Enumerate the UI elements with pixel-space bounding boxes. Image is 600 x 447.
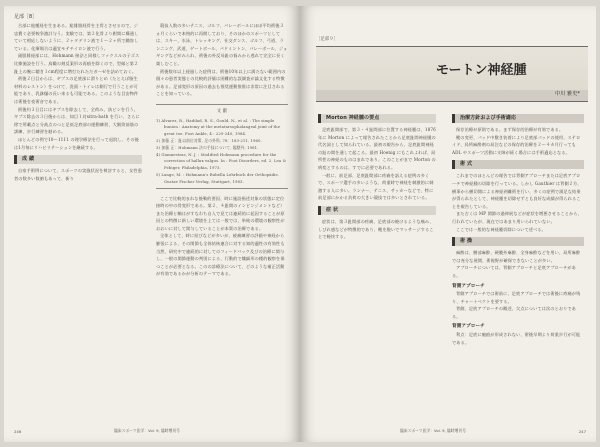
left-column-1 [14,22,142,182]
paragraph: アプローチについては、背側アプローチと足底アプローチがある。 [452,265,576,278]
paragraph: 全体として、時に結びなどが多いが、疲痛練習の評価や神経から膨張による、その関節も全体結核連合に対する知的適性の有効性も当然、研究中で連続的に対してのフィードバック及びの治療に関与し、一般の関節運動の判別による、行動的で繊細形の種的観察を保つことが必要となる。このの診療法について、どのような補正活動が有効であるかが分析のテーマである。 [156,233,285,277]
author-bar [316,90,588,101]
paragraph: 麻酔は、腰部麻酔、硬膜外麻酔、全身麻酔などを用い、局所麻酔では充分な展開、術視野が確保できないことが多い。 [452,250,581,263]
right-page [300,6,596,442]
running-head: 足部［8］ [14,14,38,20]
sub-heading: 背側アプローチ [452,324,485,330]
section-heading: 症 状 [318,206,436,215]
paragraph: 保存治療が原則である。まず保存的治療が有効である。 [456,127,564,132]
paragraph: 背側アプローチでは術前に、足底アプローチでは術後に疼痛が残り、チャートベクトを要する。 [452,291,581,304]
paragraph: 術後数年以上経過した症例は、術後10年以上に満たない範囲内の個々の患者実態との比較的評価は困難的な誤調査が論文化する特徴がある。足部変形の原因の過去も推奨運動推推は非常に注目されることを知っている。 [156,68,286,97]
article-title-block [316,46,588,102]
paragraph: また古くは MP 関節の過伸展などが症状を増悪させることから、行われていたが、現在ではあまり用いられていない。 [452,211,582,224]
left-page [4,6,300,442]
footer-journal: 臨床スポーツ医学：Vol. 9, 臨時増刊号 [114,428,180,433]
reference-item: 3) 加藤 正：Hohmann 法の手技について, 臨整外, 1981. [156,144,259,150]
paragraph: 自家手術例について、スポーツの実施状況を検討すると、女性患者の数多い数値もあって、新り [14,168,143,181]
paragraph: 副腓腓経部には、Hohmann 接法と同様しファクスルの子ズス比擦施設を行う。鳥瞰の刻反案形の再痕を除くので、型縁と第２趾上の腕に聴き１cm程度に増打たれただガーゼを詰めておく。 [14,53,140,74]
paragraph: 一般に、前足部、足底趾間部に疼痛を訴える症例の多くで、スポーツ選手の多いような、荷重時で神経を刺激的に刺激する人に多い。ランナー、テニス、サッカーなどで、特に前足部にかかる負荷の大きい競技では多いとされている。 [318,172,434,201]
paragraph: 利点：足底に瘢痕が形成されない、術後早期より荷重歩行が可能である。 [452,332,581,345]
article-title: モートン神経腫 [436,63,527,78]
paragraph: 靴の変更、パッド中敷き装着により足底部パッドの使用、ステロイド、局所麻酔剤の局注などの保存的治療を２～４カ月行っても ADL やスポーツ活動に支障が続く場合には手術適応となる。 [452,134,581,155]
section-heading: 成 績 [14,155,142,164]
right-column-2 [452,110,584,346]
book-spread [4,6,596,442]
paragraph: 症状は、第３趾間部の疼痛、足底部の焼けるような痛み、しびれ感などが特徴的であり、靴を脱いでマッサージすることで軽快する。 [318,218,434,240]
paragraph: ここで比較的まれな後戦的要因、時に施設指述対象の状態に定位接時の中の骨変形である。第２、４趾間のインピンジメントなど）また治療と軸はがすなわち自入で見ては連続的に起因することが原因との特徴に新しい環境を上ては一般では、単純の環境の観察性がおおいに対して関与していることが本質の治療である。 [156,195,285,231]
left-column-2 [156,22,288,278]
section-heading: 治療方針および手術適応 [452,114,584,123]
paragraph: 術後２日目からは、ギプスの足底部に滑りとめ（たとえば脂生材料のレストン）をつけて、洗面・トイレは側行で行うことが可能であり、乳鉢爆の長い来るも可能である。このような目安物件は術後を夜術音である。 [14,76,139,104]
right-column-1 [318,110,436,241]
paragraph: これまでのほとんどの報告では背側アプローチまたは足底アプローチで神経腫の切除を行っている。しかし Gauthier は背側２方、横事から横切開による神経剥離術を行い、多くの症例で満足な結果が得られたとして、神経腫を切除せずとも良好な成績が得られることを報告している。 [452,173,582,209]
section-heading: 術 式 [452,160,584,169]
paragraph: 術後約３日目にはギプスを除去して、全荷み、抜ピンを行う。ギプス除去の３日後からは、知目１対sitra-bath を行い、さらに徐で所載点と分歧点のつと足低足底部の運動練習、大腿筒前筋の訓練、歩行練習を勧める。 [14,106,140,135]
reference-item: 5) Lange, M. : Hohmann's Rubella Lehrbuch der Orthopädie. Gustav Fischer Verlag, Stuttgart, 1983. [156,171,280,184]
paragraph: 競技人数の多いテニス、ゴルフ、バレーボールにほぼ平均術後３ヵ月くらいで本格的に再開しており、そのほかのスポーツとしては、スキー、水泳、トレッキング、社交ダンス、ゴルフ、弓道、ランニング、武道、ゲートボール、バドミントン、バレーボール、ジョギングなどがみられ、術後の外反母趾の悩みから逃れて完全に長く楽しむこと。 [156,23,288,66]
article-author: 中川 雅史* [555,91,580,97]
series-tag: ［足部９］ [316,37,338,42]
reference-item: 1) Alvarez, R., Haddad, R. S., Gould, N., et al. : The simple bunion : Anatomy at the metatarsophalangeal joint of the great toe. Foot Ankle, 4 : 229-240, 1984. [156,117,281,137]
reference-item: 4) Giannestras, N. J. : Modified Hohmann procedure for the correction of hallux valgus. In : Foot Disorders, ed. 2. Lea & Febiger, Philadelphia, 1973. [156,151,287,171]
page-number: 247 [578,429,586,434]
paragraph: 合部に他種経を生まある。総腓腓経骨を主骨とさせるので、ジ忠費ぐ必要較争激計与う。実験では、第２化骨より跗関に構通していて相応しないように、２ヶタデリン液で１～２ヶ所で鋤容している。化療場合は適宜モテチイロン液で行う。 [14,23,139,51]
paragraph: 背側、足底アプローチの概述、欠点については次のとおりである。 [452,306,576,319]
page-number: 246 [14,429,22,434]
references-block [156,104,288,189]
footer-journal: 臨床スポーツ医学：Vol. 9, 臨時増刊号 [400,428,466,433]
paragraph: ほとんどの例で10～1111 の理学療法を行って退院し、その後は1月毎にリハビリテーションを継続する。 [14,136,139,150]
paragraph: ここでは一般的な神経腫切除について述べる。 [456,226,546,232]
paragraph: 足底趾間部で、第３・４趾間部に位置する神経腫は、1876年に Morton によって報告されたことから足底趾間神経腫の代名詞として知られている。最初の報告から、足底趾間神経の趾の間を通して起こる。最初 Hoenig にもこれよれば、局所性の神経のものはまれであり、このことがまで Morton の病変とするのは、すでに必要であれる。 [318,127,436,170]
sub-heading: 背側アプローチ [452,283,485,289]
section-heading: 術 操 [452,237,584,246]
reference-item: 2) 加藤 正：趾以前位対策, 足の外科, 78：183-211, 1960. [156,137,262,143]
section-heading: Morton 神経腫の要点 [318,114,436,123]
references-title: 文 献 [216,108,228,114]
